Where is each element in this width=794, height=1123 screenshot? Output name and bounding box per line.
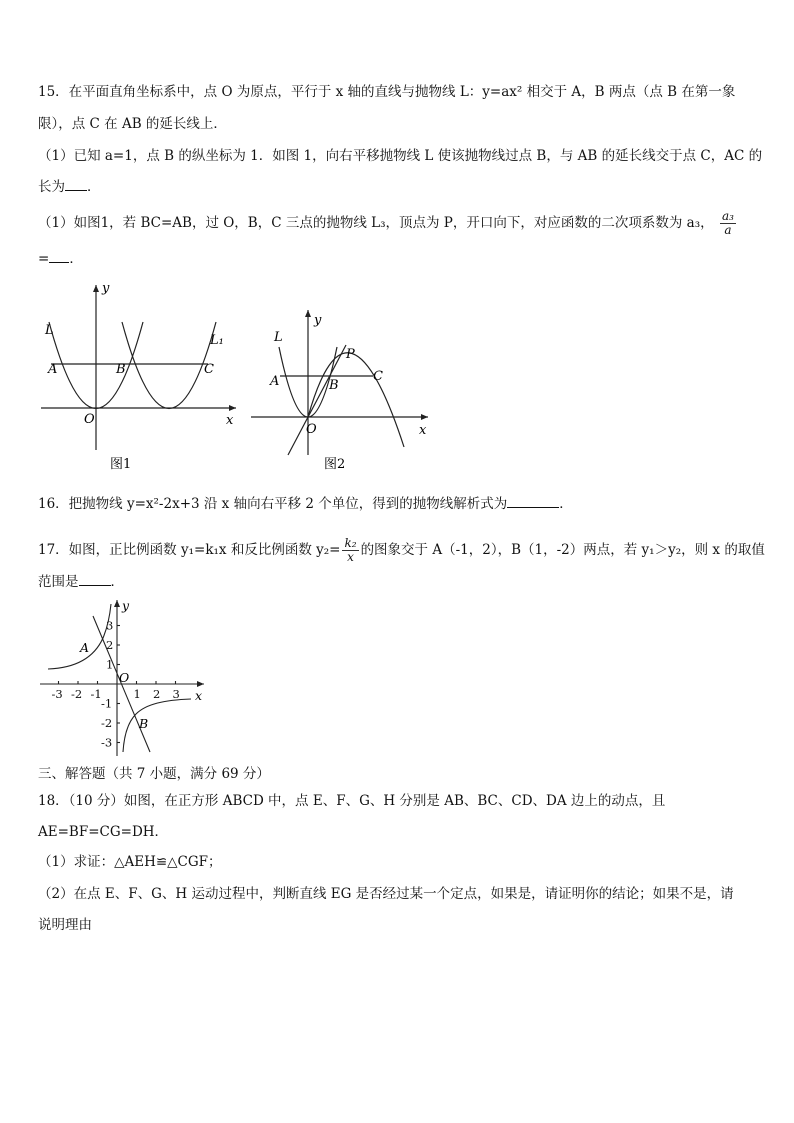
fraction-denominator: a <box>724 223 732 237</box>
q18-line2: AE=BF=CG=DH． <box>38 824 169 840</box>
q18-part2-line2: 说明理由 <box>38 917 92 933</box>
label-y: y <box>122 598 130 613</box>
q16 <box>38 495 573 513</box>
x-tick-label: 1 <box>133 687 141 701</box>
y-tick-label: 2 <box>106 638 114 652</box>
label-y: y <box>314 313 322 328</box>
label-y: y <box>102 281 110 296</box>
line-through-origin <box>288 345 346 455</box>
y-tick-label: -2 <box>101 716 113 730</box>
x-tick-label: -3 <box>51 687 63 701</box>
fraction-a3-over-a <box>720 210 736 237</box>
section-3-title: 三、解答题（共 7 小题，满分 69 分） <box>38 766 270 782</box>
hyperbola-branch-right <box>123 699 191 752</box>
q15-part1-prefix: 长为 <box>38 179 65 195</box>
q15-part2-line1 <box>38 210 738 237</box>
y-tick-label: 3 <box>106 618 114 633</box>
q17-text-a: 17．如图，正比例函数 y₁=k₁x 和反比例函数 y₂= <box>38 542 341 558</box>
q17-suffix: ． <box>110 574 124 590</box>
answer-blank <box>79 573 111 586</box>
q15-part2-prefix: = <box>38 251 50 267</box>
figure-2 <box>248 305 438 475</box>
q17-line2 <box>38 573 124 591</box>
q16-suffix: ． <box>559 496 573 512</box>
q15-part2-line2 <box>38 250 83 268</box>
x-axis-arrow <box>421 414 428 420</box>
label-L: L <box>274 330 283 345</box>
q18-line1: 18．（10 分）如图，在正方形 ABCD 中，点 E、F、G、H 分别是 AB、BC、CD、DA 边上的动点，且 <box>38 793 666 809</box>
label-P: P <box>346 347 355 362</box>
q16-text: 16．把抛物线 y=x²-2x+3 沿 x 轴向右平移 2 个单位，得到的抛物线解析式为 <box>38 496 508 512</box>
answer-blank <box>507 495 559 508</box>
x-tick-label: 2 <box>153 687 161 701</box>
q17-text-b: 的图象交于 A（-1，2），B（1，-2）两点，若 y₁＞y₂，则 x 的取值 <box>360 542 765 558</box>
x-tick-label: 3 <box>172 687 180 701</box>
q17-line1 <box>38 537 765 564</box>
y-tick-label: 1 <box>106 657 114 672</box>
label-C: C <box>204 362 214 377</box>
y-tick-label: -1 <box>101 696 113 711</box>
q18-part2-line1: （2）在点 E、F、G、H 运动过程中，判断直线 EG 是否经过某一个定点，如果是，请证明你的结论；如果不是，请 <box>38 886 734 902</box>
label-L1: L₁ <box>210 333 224 348</box>
q15-line1: 15．在平面直角坐标系中，点 O 为原点，平行于 x 轴的直线与抛物线 L：y=ax² 相交于 A，B 两点（点 B 在第一象 <box>38 84 736 100</box>
q15-part1-line1: （1）已知 a=1，点 B 的纵坐标为 1．如图 1，向右平移抛物线 L 使该抛物线过点 B，与 AB 的延长线交于点 C，AC 的 <box>38 148 763 164</box>
q17-prefix: 范围是 <box>38 574 79 590</box>
q15-line2: 限），点 C 在 AB 的延长线上． <box>38 116 227 132</box>
y-axis-arrow <box>305 310 311 317</box>
y-axis-arrow <box>114 600 120 607</box>
label-A: A <box>80 640 90 655</box>
parabola-L1 <box>122 322 216 409</box>
label-O: O <box>306 422 317 437</box>
x-tick-label: -1 <box>90 687 102 701</box>
answer-blank <box>49 250 69 263</box>
fraction-numerator: a₃ <box>721 209 734 223</box>
fraction-k2-over-x <box>342 537 358 564</box>
fraction-denominator: x <box>347 550 354 564</box>
label-O: O <box>119 670 130 685</box>
label-B: B <box>116 362 126 377</box>
y-axis-arrow <box>93 285 99 292</box>
label-x: x <box>195 688 203 703</box>
label-L: L <box>45 323 54 338</box>
q15-part2-text: （1）如图1，若 BC=AB，过 O，B，C 三点的抛物线 L₃，顶点为 P，开口向下，对应函数的二次项系数为 a₃， <box>38 215 714 231</box>
label-x: x <box>419 423 427 438</box>
figure-2-caption: 图2 <box>324 457 346 472</box>
label-B: B <box>329 378 339 393</box>
fraction-numerator: k₂ <box>344 536 357 550</box>
y-tick-label: -3 <box>101 735 113 750</box>
label-x: x <box>226 413 234 428</box>
figure-1 <box>36 280 241 475</box>
q15-part1-suffix: ． <box>87 179 101 195</box>
label-A: A <box>270 374 280 389</box>
label-C: C <box>373 369 383 384</box>
label-O: O <box>84 412 95 427</box>
label-A: A <box>48 362 58 377</box>
answer-blank <box>65 178 87 191</box>
q15-part1-line2 <box>38 178 101 196</box>
x-axis-arrow <box>229 405 236 411</box>
label-B: B <box>139 716 149 731</box>
x-axis-arrow <box>197 681 204 687</box>
q15-part2-suffix: ． <box>69 251 83 267</box>
figure-3 <box>36 596 216 758</box>
x-tick-label: -2 <box>71 687 83 701</box>
q18-part1: （1）求证：△AEH≌△CGF； <box>38 854 222 870</box>
figure-1-caption: 图1 <box>110 457 132 472</box>
